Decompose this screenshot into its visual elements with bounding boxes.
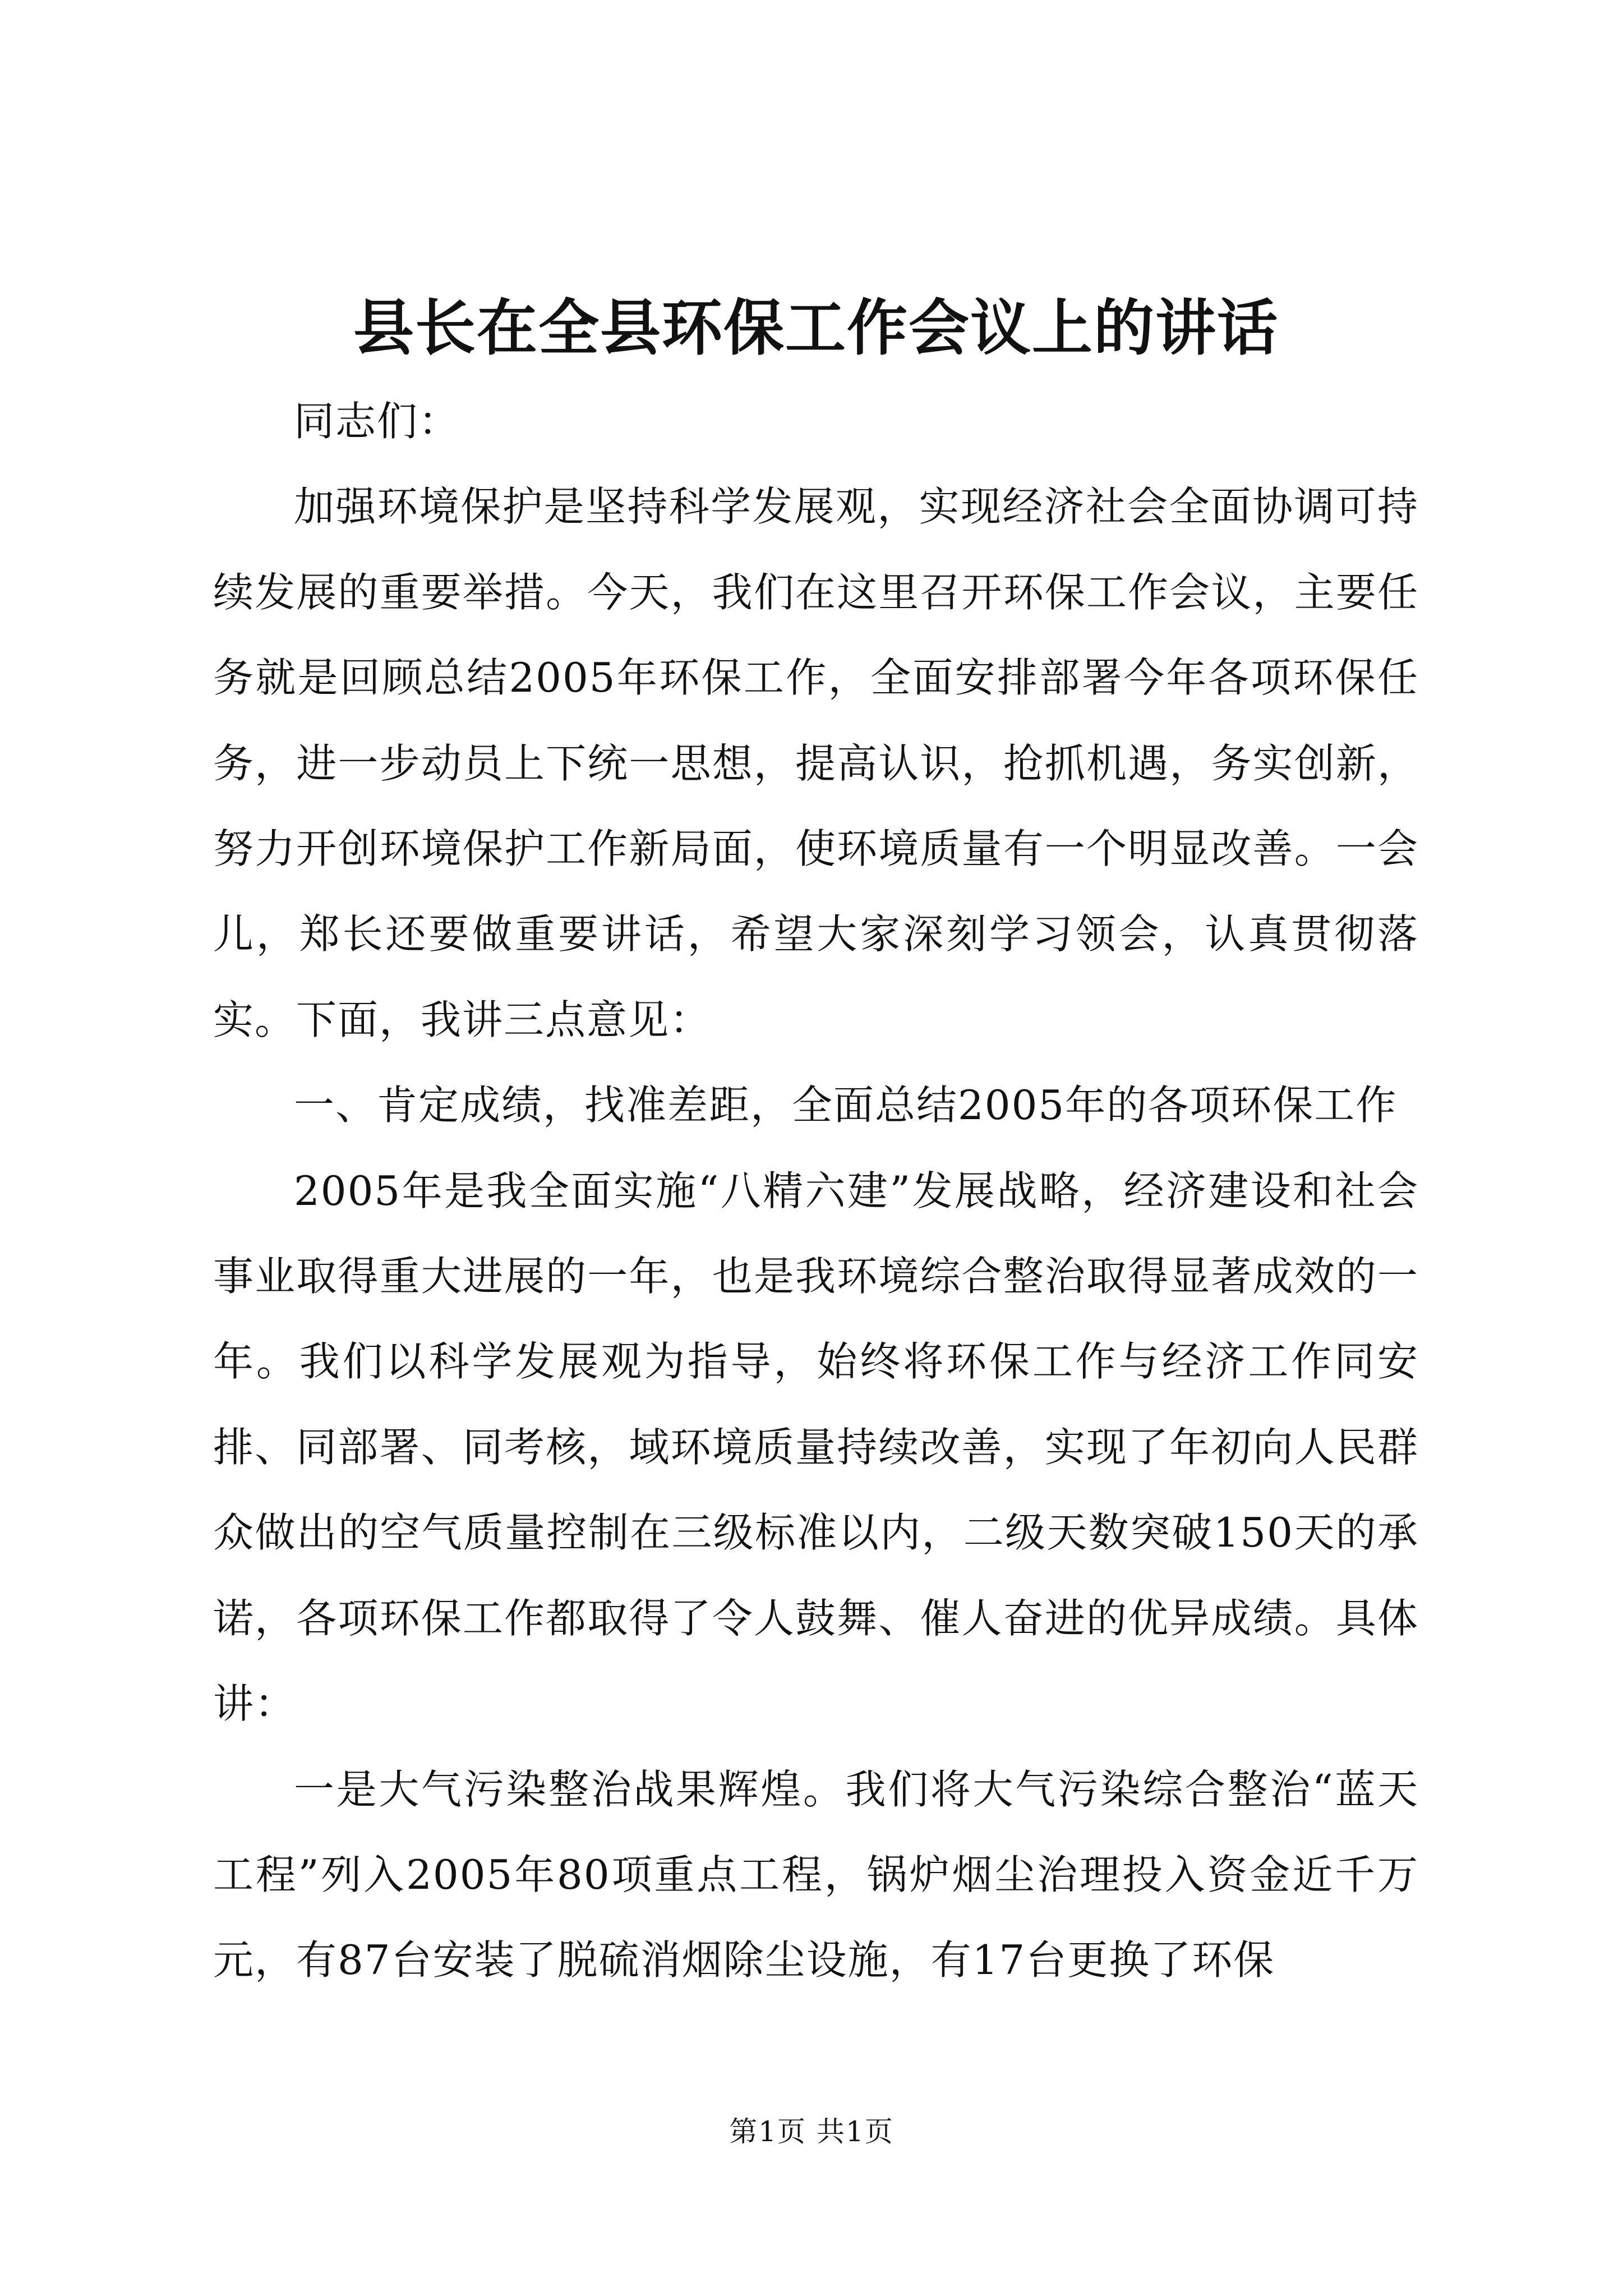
page-number-footer: 第1页 共1页 [729, 2115, 894, 2148]
paragraph-intro: 加强环境保护是坚持科学发展观，实现经济社会全面协调可持续发展的重要举措。今天，我们在这里召开环保工作会议，主要任务就是回顾总结2005年环保工作，全面安排部署今年各项环保任务，进一步动员上下统一思想，提高认识，抢抓机遇，务实创新，努力开创环境保护工作新局面，使环境质量有一个明显改善。一会儿，郑长还要做重要讲话，希望大家深刻学习领会，认真贯彻落实。下面，我讲三点意见： [213, 483, 1419, 1043]
salutation: 同志们： [294, 398, 460, 445]
paragraph-2005-summary: 2005年是我全面实施“八精六建”发展战略，经济建设和社会事业取得重大进展的一年，也是我环境综合整治取得显著成效的一年。我们以科学发展观为指导，始终将环保工作与经济工作同安排、同部署、同考核，域环境质量持续改善，实现了年初向人民群众做出的空气质量控制在三级标准以内，二级天数突破150天的承诺，各项环保工作都取得了令人鼓舞、催人奋进的优异成绩。具体讲： [213, 1167, 1419, 1728]
section-heading-1: 一、肯定成绩，找准差距，全面总结2005年的各项环保工作 [294, 1082, 1398, 1129]
document-title: 县长在全县环保工作会议上的讲话 [353, 293, 1279, 364]
document-body [213, 278, 1419, 2003]
paragraph-air-pollution: 一是大气污染整治战果辉煌。我们将大气污染综合整治“蓝天工程”列入2005年80项重点工程，锅炉烟尘治理投入资金近千万元，有87台安装了脱硫消烟除尘设施，有17台更换了环保 [213, 1765, 1419, 1984]
